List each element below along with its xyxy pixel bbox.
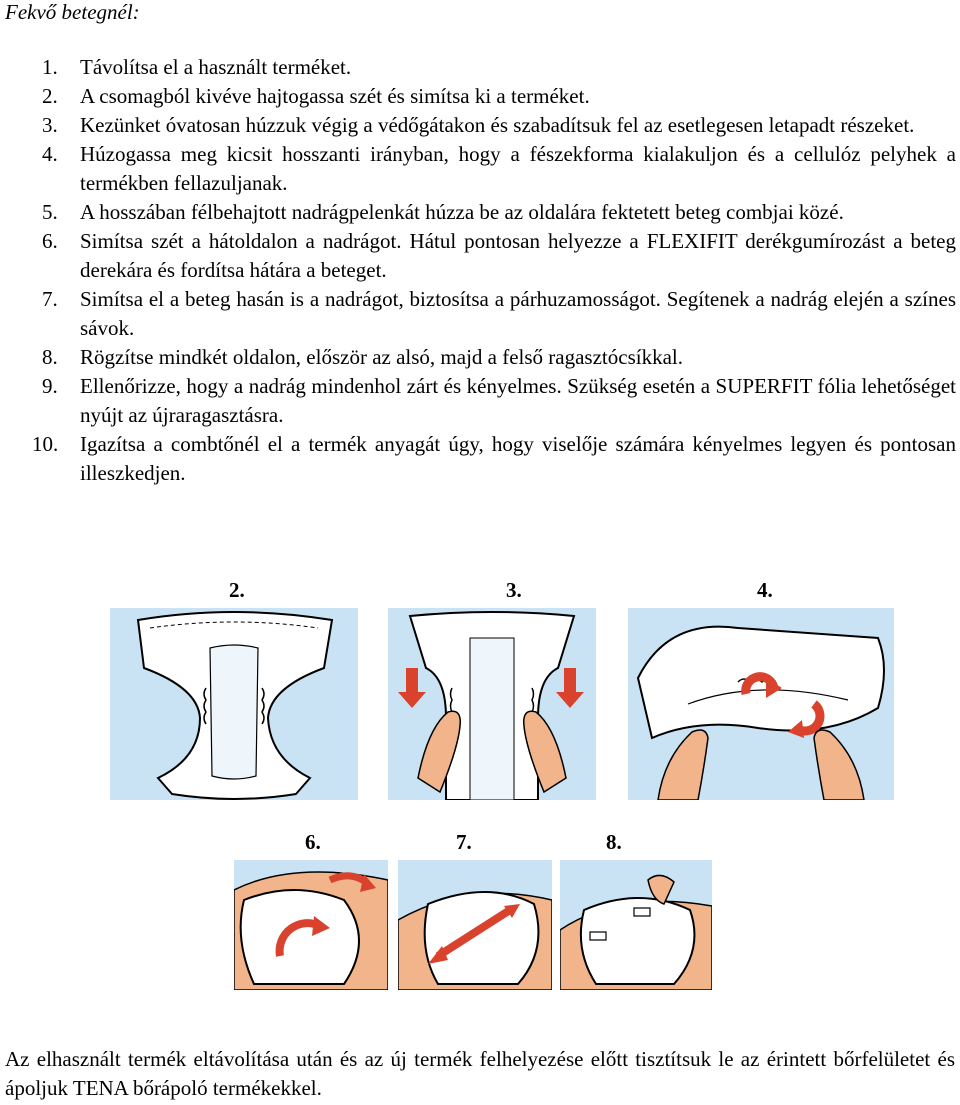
step-text: Ellenőrizze, hogy a nadrág mindenhol zárt és kényelmes. Szükség esetén a SUPERFIT fólia lehetőséget nyújt az újraragasztásra. [80, 374, 956, 427]
step-text: Húzogassa meg kicsit hosszanti irányban, hogy a fészekforma kialakuljon és a cellulóz pelyhek a termékben fellazuljanak. [80, 142, 956, 195]
step-number: 6. [42, 229, 58, 253]
step-text: Simítsa szét a hátoldalon a nadrágot. Hátul pontosan helyezze a FLEXIFIT derékgumírozást a beteg derekára és fordítsa hátára a beteget. [80, 229, 956, 282]
list-item [0, 53, 960, 82]
illustration-unfolded-diaper [110, 608, 358, 800]
step-number: 3. [42, 113, 58, 137]
figure-label-4: 4. [757, 578, 773, 602]
figure-label-6: 6. [305, 830, 321, 854]
list-item [0, 227, 960, 285]
figure-label-3: 3. [506, 578, 522, 602]
step-text: Távolítsa el a használt terméket. [80, 55, 352, 79]
list-item [0, 82, 960, 111]
step-text: Rögzítse mindkét oldalon, először az alsó, majd a felső ragasztócsíkkal. [80, 345, 683, 369]
list-item [0, 285, 960, 343]
step-number: 9. [42, 374, 58, 398]
step-number: 2. [42, 84, 58, 108]
list-item [0, 140, 960, 198]
illustration-smooth-back [234, 860, 388, 990]
instruction-list [0, 53, 960, 488]
step-number: 1. [42, 55, 58, 79]
footer-note: Az elhasznált termék eltávolítása után és az új termék felhelyezése előtt tisztítsuk le az érintett bőrfelületet és ápoljuk TENA bőrápoló termékekkel. [5, 1047, 955, 1100]
figure-label-8: 8. [606, 830, 622, 854]
step-number: 4. [42, 142, 58, 166]
illustration-smooth-front [398, 860, 552, 990]
list-item [0, 430, 960, 488]
step-text: Simítsa el a beteg hasán is a nadrágot, biztosítsa a párhuzamosságot. Segítenek a nadrág elején a színes sávok. [80, 287, 956, 340]
step-text: A hosszában félbehajtott nadrágpelenkát húzza be az oldalára fektetett beteg combjai közé. [80, 200, 844, 224]
list-item [0, 111, 960, 140]
illustration-fasten-tapes [560, 860, 712, 990]
figure-label-2: 2. [229, 578, 245, 602]
step-text: A csomagból kivéve hajtogassa szét és simítsa ki a terméket. [80, 84, 590, 108]
step-number: 7. [42, 287, 58, 311]
step-number: 10. [32, 432, 59, 456]
step-number: 5. [42, 200, 58, 224]
step-text: Igazítsa a combtőnél el a termék anyagát úgy, hogy viselője számára kényelmes legyen és pontosan illeszkedjen. [80, 432, 956, 485]
list-item [0, 343, 960, 372]
illustration-barrier-release [388, 608, 596, 800]
list-item [0, 372, 960, 430]
list-item [0, 198, 960, 227]
figure-label-7: 7. [456, 830, 472, 854]
step-number: 8. [42, 345, 58, 369]
section-heading: Fekvő betegnél: [5, 0, 140, 24]
step-text: Kezünket óvatosan húzzuk végig a védőgátakon és szabadítsuk fel az esetlegesen letapadt részeket. [80, 113, 915, 137]
illustration-stretch-diaper [628, 608, 894, 800]
